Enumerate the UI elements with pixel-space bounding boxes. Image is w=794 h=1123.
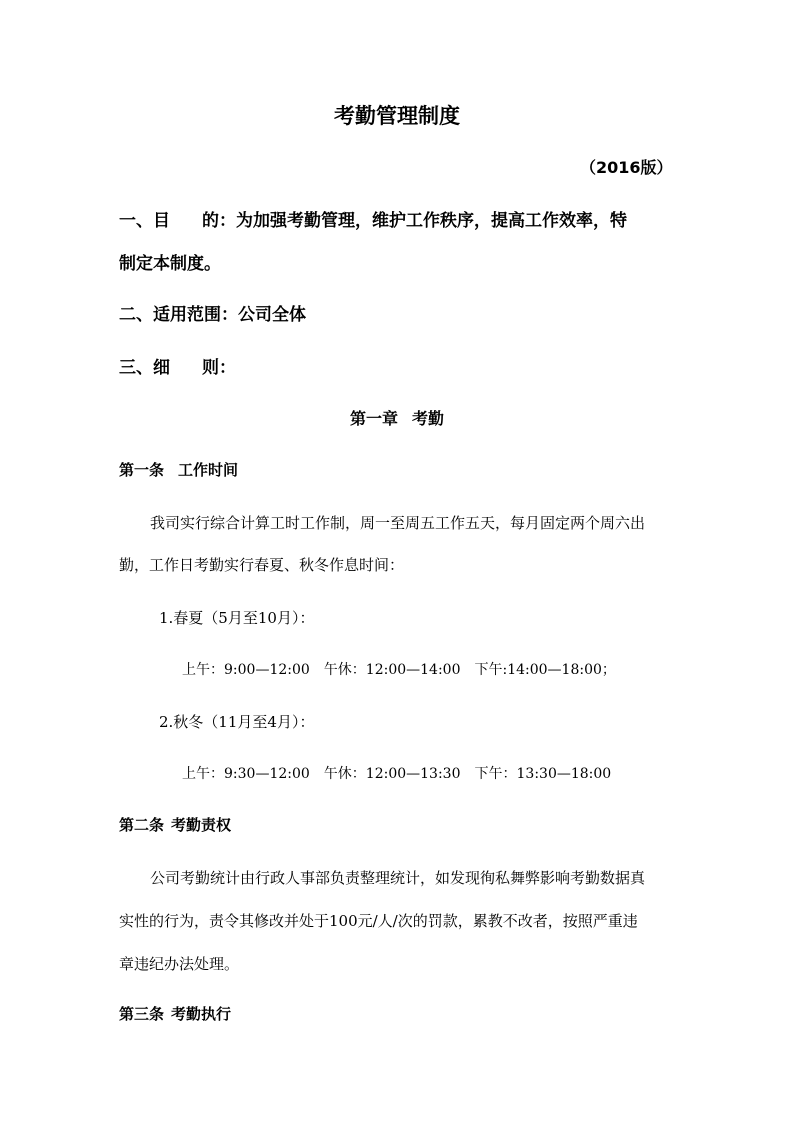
article2-name: 考勤责权 <box>171 816 232 834</box>
season1-noon: 午休：12:00—14:00 <box>323 662 461 678</box>
section-purpose-line1 <box>119 213 627 230</box>
section-purpose-label-a: 一、目 <box>119 211 170 231</box>
article2-heading <box>119 818 231 833</box>
article1-paragraph-line2: 勤，工作日考勤实行春夏、秋冬作息时间： <box>119 556 405 574</box>
chapter-heading <box>0 411 794 427</box>
season1-schedule <box>182 663 616 677</box>
season2-heading: 2.秋冬（11月至4月）： <box>159 713 315 731</box>
article3-heading <box>119 1007 231 1022</box>
chapter-name: 考勤 <box>412 409 445 428</box>
article2-paragraph-line3: 章违纪办法处理。 <box>119 955 240 973</box>
article3-name: 考勤执行 <box>171 1005 232 1023</box>
season2-schedule <box>182 767 611 781</box>
season1-afternoon: 下午:14:00—18:00； <box>474 662 616 678</box>
article1-paragraph-line1: 我司实行综合计算工时工作制，周一至周五工作五天，每月固定两个周六出 <box>150 514 646 532</box>
season2-noon: 午休：12:00—13:30 <box>323 766 461 782</box>
season2-morning: 上午：9:30—12:00 <box>182 766 310 782</box>
section-rules <box>119 360 236 377</box>
article2-label: 第二条 <box>119 816 165 834</box>
season2-afternoon: 下午：13:30—18:00 <box>474 766 612 782</box>
section-rules-label-a: 三、细 <box>119 358 170 378</box>
season1-morning: 上午：9:00—12:00 <box>182 662 310 678</box>
section-purpose-line2: 制定本制度。 <box>119 254 221 274</box>
section-scope: 二、适用范围：公司全体 <box>119 305 306 325</box>
article2-paragraph-line2: 实性的行为，责令其修改并处于100元/人/次的罚款，累教不改者，按照严重违 <box>119 912 638 930</box>
section-purpose-label-b: 的： <box>202 211 236 231</box>
document-title: 考勤管理制度 <box>334 104 460 128</box>
article1-name: 工作时间 <box>178 461 239 479</box>
edition-label: （2016版） <box>580 158 673 177</box>
section-purpose-text: 为加强考勤管理，维护工作秩序，提高工作效率，特 <box>236 211 627 231</box>
season1-heading: 1.春夏（5月至10月）： <box>159 609 315 627</box>
article1-label: 第一条 <box>119 461 165 479</box>
article1-heading <box>119 463 238 478</box>
article2-paragraph-line1: 公司考勤统计由行政人事部负责整理统计，如发现徇私舞弊影响考勤数据真 <box>150 869 646 887</box>
chapter-label: 第一章 <box>349 409 398 428</box>
article3-label: 第三条 <box>119 1005 165 1023</box>
section-rules-label-b: 则： <box>202 358 236 378</box>
